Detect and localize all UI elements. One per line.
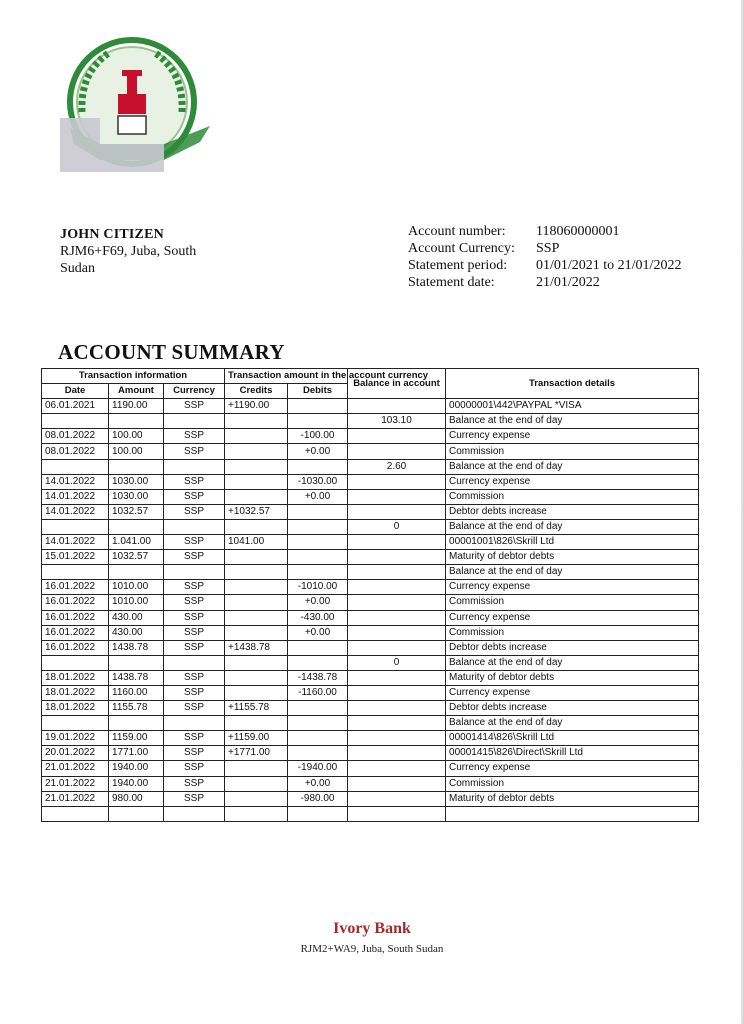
cell-currency xyxy=(164,414,225,429)
cell-balance: 0 xyxy=(348,655,446,670)
account-row-label: Account number: xyxy=(408,224,506,239)
cell-details: Commission xyxy=(446,625,699,640)
cell-currency: SSP xyxy=(164,761,225,776)
cell-balance xyxy=(348,670,446,685)
customer-address-line1: RJM6+F69, Juba, South xyxy=(60,244,197,259)
cell-credit: +1771.00 xyxy=(225,746,288,761)
cell-date: 18.01.2022 xyxy=(42,670,109,685)
account-row-value: SSP xyxy=(536,241,560,256)
cell-details: 00000001\442\PAYPAL *VISA xyxy=(446,399,699,414)
cell-balance xyxy=(348,685,446,700)
cell-date: 14.01.2022 xyxy=(42,535,109,550)
cell-date: 18.01.2022 xyxy=(42,701,109,716)
cell-amount xyxy=(109,806,164,821)
cell-details: Currency expense xyxy=(446,761,699,776)
cell-date xyxy=(42,806,109,821)
cell-balance xyxy=(348,535,446,550)
cell-balance xyxy=(348,399,446,414)
cell-details: 00001414\826\Skrill Ltd xyxy=(446,731,699,746)
cell-debit: +0.00 xyxy=(288,444,348,459)
cell-amount: 1771.00 xyxy=(109,746,164,761)
cell-date: 16.01.2022 xyxy=(42,595,109,610)
cell-debit xyxy=(288,399,348,414)
table-row xyxy=(42,670,699,685)
table-row xyxy=(42,655,699,670)
cell-details: Debtor debts increase xyxy=(446,504,699,519)
cell-debit xyxy=(288,504,348,519)
table-row xyxy=(42,489,699,504)
cell-debit xyxy=(288,731,348,746)
cell-date: 08.01.2022 xyxy=(42,429,109,444)
cell-balance xyxy=(348,429,446,444)
cell-debit: -1160.00 xyxy=(288,685,348,700)
account-row-label: Statement period: xyxy=(408,258,508,273)
cell-currency: SSP xyxy=(164,701,225,716)
cell-currency: SSP xyxy=(164,685,225,700)
cell-balance xyxy=(348,474,446,489)
table-row xyxy=(42,595,699,610)
cell-details: Commission xyxy=(446,776,699,791)
cell-date xyxy=(42,414,109,429)
table-row xyxy=(42,550,699,565)
cell-debit xyxy=(288,640,348,655)
cell-currency: SSP xyxy=(164,580,225,595)
cell-details: Currency expense xyxy=(446,610,699,625)
cell-details: Currency expense xyxy=(446,580,699,595)
table-row xyxy=(42,625,699,640)
cell-amount: 1159.00 xyxy=(109,731,164,746)
table-row xyxy=(42,640,699,655)
cell-date xyxy=(42,565,109,580)
cell-amount: 100.00 xyxy=(109,444,164,459)
account-row-value: 118060000001 xyxy=(536,224,620,239)
cell-date: 21.01.2022 xyxy=(42,761,109,776)
cell-credit: +1159.00 xyxy=(225,731,288,746)
customer-name: JOHN CITIZEN xyxy=(60,227,164,242)
table-row xyxy=(42,580,699,595)
table-row xyxy=(42,504,699,519)
cell-details: Debtor debts increase xyxy=(446,640,699,655)
header-amount: Amount xyxy=(109,384,164,399)
cell-debit: -430.00 xyxy=(288,610,348,625)
cell-currency xyxy=(164,655,225,670)
account-row xyxy=(408,240,681,257)
cell-date: 18.01.2022 xyxy=(42,685,109,700)
cell-amount: 100.00 xyxy=(109,429,164,444)
cell-credit xyxy=(225,806,288,821)
cell-details: Balance at the end of day xyxy=(446,459,699,474)
table-row xyxy=(42,685,699,700)
cell-amount: 1190.00 xyxy=(109,399,164,414)
statement-body xyxy=(42,399,699,822)
cell-balance: 0 xyxy=(348,519,446,534)
cell-amount xyxy=(109,459,164,474)
header-currency: Currency xyxy=(164,384,225,399)
account-info xyxy=(408,223,681,291)
cell-credit xyxy=(225,655,288,670)
cell-details: Currency expense xyxy=(446,474,699,489)
cell-details: Balance at the end of day xyxy=(446,565,699,580)
cell-debit: -1030.00 xyxy=(288,474,348,489)
cell-date: 20.01.2022 xyxy=(42,746,109,761)
cell-credit xyxy=(225,791,288,806)
statement-table xyxy=(41,368,699,822)
cell-date xyxy=(42,655,109,670)
cell-details: Currency expense xyxy=(446,429,699,444)
cell-credit xyxy=(225,550,288,565)
cell-date: 21.01.2022 xyxy=(42,791,109,806)
account-row xyxy=(408,257,681,274)
table-row xyxy=(42,776,699,791)
header-debits: Debits xyxy=(288,384,348,399)
cell-amount: 1.041.00 xyxy=(109,535,164,550)
cell-debit: -980.00 xyxy=(288,791,348,806)
cell-debit: -1940.00 xyxy=(288,761,348,776)
cell-currency xyxy=(164,806,225,821)
account-row-value: 01/01/2021 to 21/01/2022 xyxy=(536,258,682,273)
cell-balance xyxy=(348,565,446,580)
cell-debit: -100.00 xyxy=(288,429,348,444)
cell-credit xyxy=(225,459,288,474)
cell-amount: 1438.78 xyxy=(109,640,164,655)
cell-debit xyxy=(288,459,348,474)
cell-details xyxy=(446,806,699,821)
cell-debit: +0.00 xyxy=(288,595,348,610)
cell-balance: 103.10 xyxy=(348,414,446,429)
cell-currency: SSP xyxy=(164,474,225,489)
cell-currency: SSP xyxy=(164,489,225,504)
cell-balance xyxy=(348,791,446,806)
cell-debit xyxy=(288,565,348,580)
cell-credit xyxy=(225,776,288,791)
cell-amount: 1940.00 xyxy=(109,761,164,776)
cell-details: Commission xyxy=(446,444,699,459)
cell-date: 19.01.2022 xyxy=(42,731,109,746)
header-transaction-info: Transaction information xyxy=(42,369,225,384)
cell-date xyxy=(42,519,109,534)
cell-currency: SSP xyxy=(164,670,225,685)
header-transaction-amount: Transaction amount in the account currency xyxy=(225,369,348,384)
header-credits: Credits xyxy=(225,384,288,399)
cell-balance xyxy=(348,746,446,761)
cell-date: 14.01.2022 xyxy=(42,504,109,519)
cell-credit xyxy=(225,580,288,595)
cell-amount: 1032.57 xyxy=(109,504,164,519)
cell-balance xyxy=(348,625,446,640)
cell-currency: SSP xyxy=(164,610,225,625)
cell-date: 16.01.2022 xyxy=(42,625,109,640)
cell-credit: +1032.57 xyxy=(225,504,288,519)
cell-credit xyxy=(225,716,288,731)
cell-currency: SSP xyxy=(164,399,225,414)
cell-balance xyxy=(348,595,446,610)
cell-debit: +0.00 xyxy=(288,776,348,791)
table-row xyxy=(42,701,699,716)
table-row xyxy=(42,565,699,580)
cell-currency: SSP xyxy=(164,504,225,519)
cell-credit xyxy=(225,429,288,444)
cell-debit xyxy=(288,746,348,761)
cell-details: Maturity of debtor debts xyxy=(446,550,699,565)
cell-debit: +0.00 xyxy=(288,489,348,504)
cell-debit xyxy=(288,519,348,534)
cell-amount: 980.00 xyxy=(109,791,164,806)
cell-balance xyxy=(348,489,446,504)
cell-amount xyxy=(109,716,164,731)
cell-currency: SSP xyxy=(164,535,225,550)
cell-details: Commission xyxy=(446,489,699,504)
cell-details: 00001001\826\Skrill Ltd xyxy=(446,535,699,550)
cell-balance xyxy=(348,504,446,519)
cell-currency: SSP xyxy=(164,640,225,655)
cell-debit xyxy=(288,535,348,550)
table-row xyxy=(42,746,699,761)
table-row xyxy=(42,459,699,474)
cell-currency: SSP xyxy=(164,595,225,610)
cell-details: Maturity of debtor debts xyxy=(446,791,699,806)
cell-date: 16.01.2022 xyxy=(42,640,109,655)
cell-credit xyxy=(225,625,288,640)
cell-details: Balance at the end of day xyxy=(446,716,699,731)
cell-debit: -1010.00 xyxy=(288,580,348,595)
cell-details: Debtor debts increase xyxy=(446,701,699,716)
cell-date: 08.01.2022 xyxy=(42,444,109,459)
cell-amount: 1032.57 xyxy=(109,550,164,565)
table-row xyxy=(42,761,699,776)
cell-credit xyxy=(225,565,288,580)
cell-currency xyxy=(164,565,225,580)
account-row-label: Statement date: xyxy=(408,275,495,290)
cell-amount: 430.00 xyxy=(109,625,164,640)
cell-date: 16.01.2022 xyxy=(42,610,109,625)
cell-amount: 1010.00 xyxy=(109,595,164,610)
cell-amount: 1030.00 xyxy=(109,474,164,489)
cell-currency: SSP xyxy=(164,791,225,806)
cell-balance xyxy=(348,550,446,565)
cell-balance xyxy=(348,806,446,821)
cell-date: 15.01.2022 xyxy=(42,550,109,565)
cell-currency: SSP xyxy=(164,550,225,565)
cell-debit: -1438.78 xyxy=(288,670,348,685)
cell-balance xyxy=(348,640,446,655)
table-row xyxy=(42,610,699,625)
cell-debit xyxy=(288,806,348,821)
cell-debit xyxy=(288,655,348,670)
cell-date xyxy=(42,459,109,474)
cell-balance xyxy=(348,610,446,625)
cell-details: Currency expense xyxy=(446,685,699,700)
cell-amount: 1160.00 xyxy=(109,685,164,700)
table-row xyxy=(42,535,699,550)
cell-debit xyxy=(288,716,348,731)
cell-balance xyxy=(348,731,446,746)
cell-balance: 2.60 xyxy=(348,459,446,474)
cell-date: 16.01.2022 xyxy=(42,580,109,595)
bank-footer xyxy=(0,920,744,955)
cell-credit: 1041.00 xyxy=(225,535,288,550)
table-row xyxy=(42,731,699,746)
cell-credit: +1155.78 xyxy=(225,701,288,716)
cell-currency: SSP xyxy=(164,429,225,444)
cell-date: 14.01.2022 xyxy=(42,474,109,489)
cell-balance xyxy=(348,776,446,791)
cell-currency xyxy=(164,459,225,474)
table-row xyxy=(42,399,699,414)
cell-credit xyxy=(225,444,288,459)
table-row xyxy=(42,519,699,534)
customer-info xyxy=(60,226,230,277)
cell-amount xyxy=(109,655,164,670)
cell-date: 14.01.2022 xyxy=(42,489,109,504)
cell-amount: 1010.00 xyxy=(109,580,164,595)
cell-amount xyxy=(109,414,164,429)
cell-credit: +1190.00 xyxy=(225,399,288,414)
cell-details: 00001415\826\Direct\Skrill Ltd xyxy=(446,746,699,761)
cell-credit xyxy=(225,474,288,489)
cell-amount xyxy=(109,519,164,534)
cell-amount: 1030.00 xyxy=(109,489,164,504)
cell-amount: 1438.78 xyxy=(109,670,164,685)
cell-credit xyxy=(225,414,288,429)
cell-amount xyxy=(109,565,164,580)
bank-logo xyxy=(60,32,220,172)
cell-date: 06.01.2021 xyxy=(42,399,109,414)
cell-debit xyxy=(288,414,348,429)
account-row xyxy=(408,274,681,291)
cell-debit xyxy=(288,550,348,565)
table-row xyxy=(42,444,699,459)
cell-balance xyxy=(348,701,446,716)
account-row-label: Account Currency: xyxy=(408,241,515,256)
cell-details: Maturity of debtor debts xyxy=(446,670,699,685)
cell-date xyxy=(42,716,109,731)
table-row xyxy=(42,806,699,821)
cell-date: 21.01.2022 xyxy=(42,776,109,791)
customer-address-line2: Sudan xyxy=(60,261,95,276)
summary-title: ACCOUNT SUMMARY xyxy=(58,340,285,364)
cell-details: Balance at the end of day xyxy=(446,655,699,670)
cell-currency: SSP xyxy=(164,776,225,791)
bank-address: RJM2+WA9, Juba, South Sudan xyxy=(300,943,444,955)
cell-balance xyxy=(348,716,446,731)
cell-debit xyxy=(288,701,348,716)
account-row-value: 21/01/2022 xyxy=(536,275,600,290)
cell-currency: SSP xyxy=(164,731,225,746)
account-row xyxy=(408,223,681,240)
cell-balance xyxy=(348,761,446,776)
cell-balance xyxy=(348,580,446,595)
cell-credit xyxy=(225,595,288,610)
cell-amount: 1155.78 xyxy=(109,701,164,716)
cell-debit: +0.00 xyxy=(288,625,348,640)
cell-amount: 430.00 xyxy=(109,610,164,625)
header-details: Transaction details xyxy=(446,369,699,399)
cell-credit xyxy=(225,761,288,776)
header-balance: Balance in account xyxy=(348,369,446,399)
cell-currency: SSP xyxy=(164,444,225,459)
cell-currency xyxy=(164,716,225,731)
cell-currency xyxy=(164,519,225,534)
cell-currency: SSP xyxy=(164,746,225,761)
cell-credit: +1438.78 xyxy=(225,640,288,655)
cell-currency: SSP xyxy=(164,625,225,640)
cell-credit xyxy=(225,489,288,504)
table-row xyxy=(42,716,699,731)
cell-details: Balance at the end of day xyxy=(446,519,699,534)
bank-name: Ivory Bank xyxy=(333,920,411,937)
cell-credit xyxy=(225,685,288,700)
cell-credit xyxy=(225,670,288,685)
cell-credit xyxy=(225,519,288,534)
table-row xyxy=(42,429,699,444)
table-row xyxy=(42,414,699,429)
cell-balance xyxy=(348,444,446,459)
cell-amount: 1940.00 xyxy=(109,776,164,791)
cell-details: Balance at the end of day xyxy=(446,414,699,429)
table-row xyxy=(42,791,699,806)
table-row xyxy=(42,474,699,489)
cell-details: Commission xyxy=(446,595,699,610)
cell-credit xyxy=(225,610,288,625)
header-date: Date xyxy=(42,384,109,399)
